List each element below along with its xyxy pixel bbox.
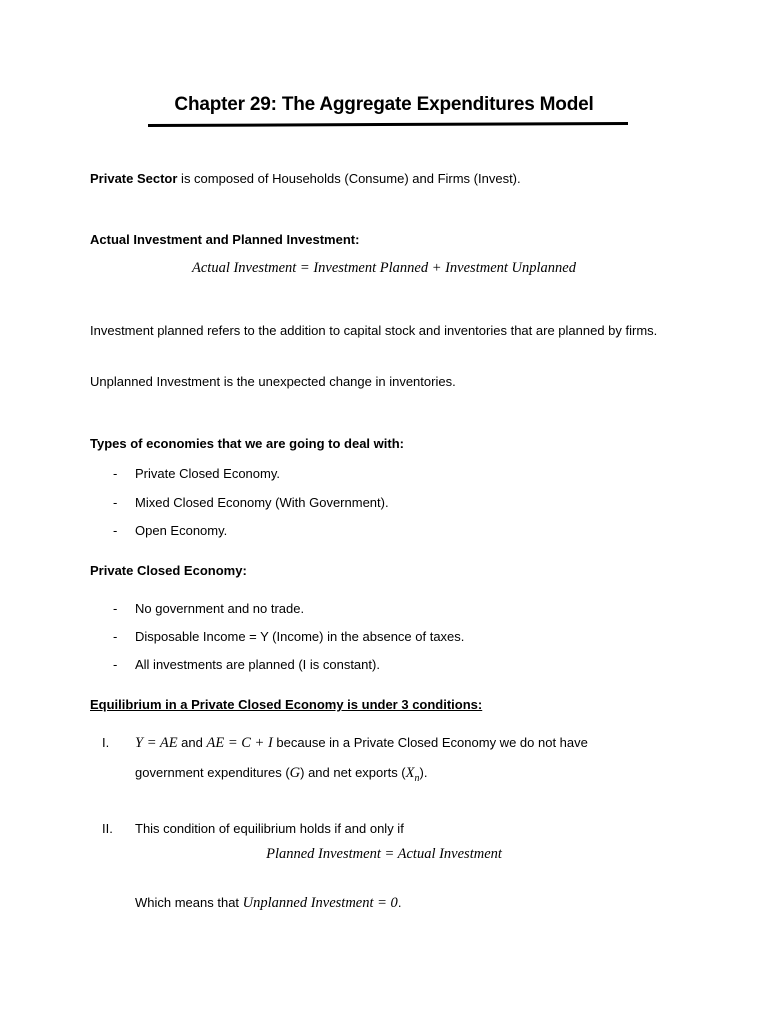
actual-planned-heading: Actual Investment and Planned Investment: [90,232,360,247]
math-y-equals-ae: Y = AE [135,735,178,751]
list-item: No government and no trade. [135,601,305,616]
condition-two-text: This condition of equilibrium holds if and only if [135,821,404,836]
investment-planned-paragraph: Investment planned refers to the addition to capital stock and inventories that are planned by firms. [90,323,658,338]
bullet-dash: - [113,466,118,481]
gov-expenditures-text: government expenditures ( [135,765,290,780]
types-heading: Types of economies that we are going to deal with: [90,436,404,451]
bullet-dash: - [113,495,118,510]
bullet-dash: - [113,657,118,672]
math-n-subscript: n [414,772,420,784]
private-sector-definition: is composed of Households (Consume) and Firms (Invest). [177,171,521,186]
condition-number: II. [102,821,113,836]
bullet-dash: - [113,601,118,616]
unplanned-zero-line [135,893,401,913]
private-sector-term: Private Sector [90,171,178,186]
net-exports-text: ) and net exports ( [300,765,406,780]
math-xn [405,765,420,784]
which-means-text: Which means that [135,895,243,910]
condition-number: I. [102,735,110,750]
list-item: All investments are planned (I is constant). [135,657,380,672]
list-item: Disposable Income = Y (Income) in the absence of taxes. [135,629,465,644]
math-unplanned-equals-zero: Unplanned Investment = 0 [242,895,398,911]
equilibrium-heading: Equilibrium in a Private Closed Economy is under 3 conditions: [90,697,483,712]
planned-equals-actual-equation: Planned Investment = Actual Investment [266,846,502,862]
private-sector-line [90,169,521,189]
page-title: Chapter 29: The Aggregate Expenditures Model [174,94,594,115]
math-ae-equals-c-plus-i: AE = C + I [206,735,273,751]
condition-one-line1 [135,733,588,753]
list-item: Mixed Closed Economy (With Government). [135,495,389,510]
condition-one-text: because in a Private Closed Economy we do not have [272,735,588,750]
closing-text: ). [419,765,428,780]
math-g: G [289,765,301,781]
list-item: Open Economy. [135,523,228,538]
period-text: . [397,895,402,910]
unplanned-investment-paragraph: Unplanned Investment is the unexpected change in inventories. [90,374,456,389]
private-closed-heading: Private Closed Economy: [90,563,247,578]
condition-one-line2 [135,763,427,789]
title-underline [148,122,628,127]
list-item: Private Closed Economy. [135,466,280,481]
math-x: X [405,765,415,781]
actual-investment-equation: Actual Investment = Investment Planned + Investment Unplanned [192,260,576,276]
and-text: and [177,735,207,750]
bullet-dash: - [113,629,118,644]
bullet-dash: - [113,523,118,538]
